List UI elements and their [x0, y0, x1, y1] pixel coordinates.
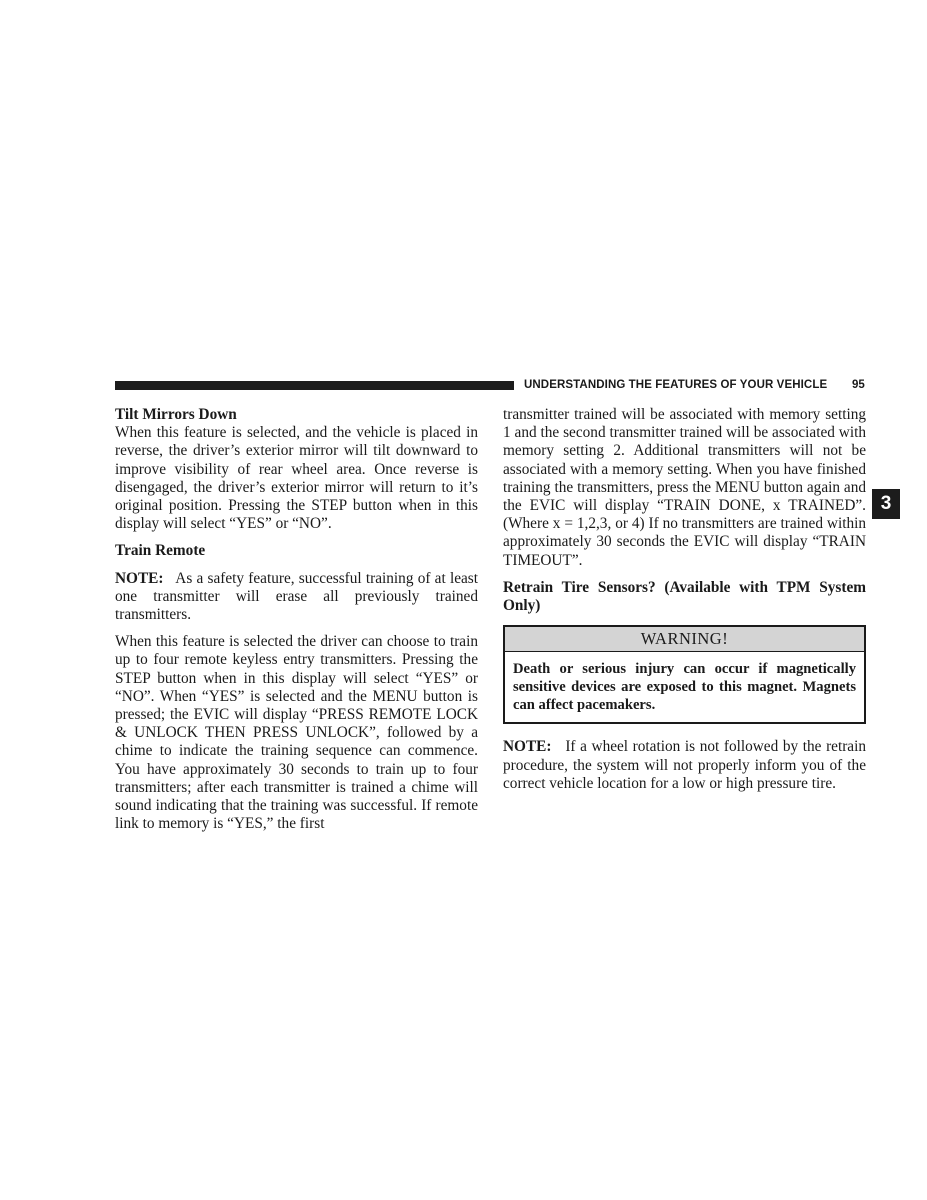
train-remote-heading: Train Remote [115, 542, 206, 560]
running-header: UNDERSTANDING THE FEATURES OF YOUR VEHICLE [524, 379, 828, 391]
note-text: If a wheel rotation is not followed by the retrain procedure, the system will not properly inform you of the correct vehicle location for a low or high pressure tire. [503, 738, 866, 792]
retrain-tire-sensors-heading: Retrain Tire Sensors? (Available with TPM System Only) [503, 578, 866, 615]
train-remote-text: When this feature is selected the driver can choose to train up to four remote keyless entry transmitters. Pressing the STEP button when in this display will select “YES” or “NO”. When “YES” is selected and the MENU button is pressed; the EVIC will display “PRESS REMOTE LOCK & UNLOCK THEN PRESS UNLOCK”, followed by a chime to indicate the training sequence can commence. You have approximately 30 seconds to train up to four transmitters; after each transmitter is trained a chime will sound indicating that the training was successful. If remote link to memory is “YES,” the first [115, 633, 478, 833]
note-retrain [503, 738, 866, 793]
page-number: 95 [852, 379, 865, 391]
note-label: NOTE: [115, 569, 164, 587]
note-train-remote [115, 570, 478, 625]
warning-text: Death or serious injury can occur if magnetically sensitive devices are exposed to this magnet. Magnets can affect pacemakers. [513, 661, 856, 714]
note-text: As a safety feature, successful training of at least one transmitter will erase all previously trained transmitters. [115, 569, 478, 624]
header-rule [115, 381, 514, 390]
right-column [503, 406, 866, 793]
warning-box [503, 625, 866, 724]
train-remote-continued-text: transmitter trained will be associated with memory setting 1 and the second transmitter trained will be associated with memory setting 2. Additional transmitters will not be associated with a memory setting. When you have finished training the transmitters, press the MENU button again and the EVIC will display “TRAIN DONE, x TRAINED”. (Where x = 1,2,3, or 4) If no transmitters are trained within approximately 30 seconds the EVIC will display “TRAIN TIMEOUT”. [503, 406, 866, 569]
warning-title: WARNING! [505, 627, 864, 652]
tilt-mirrors-text: When this feature is selected, and the vehicle is placed in reverse, the driver’s exterior mirror will tilt downward to improve visibility of rear wheel area. Once reverse is disengaged, the driver’s exterior mirror will return to it’s original position. Pressing the STEP button when in this display will select “YES” or “NO”. [115, 424, 478, 533]
note-label: NOTE: [503, 738, 552, 756]
tilt-mirrors-heading: Tilt Mirrors Down [115, 406, 237, 423]
left-column [115, 406, 478, 833]
chapter-tab: 3 [872, 489, 900, 519]
